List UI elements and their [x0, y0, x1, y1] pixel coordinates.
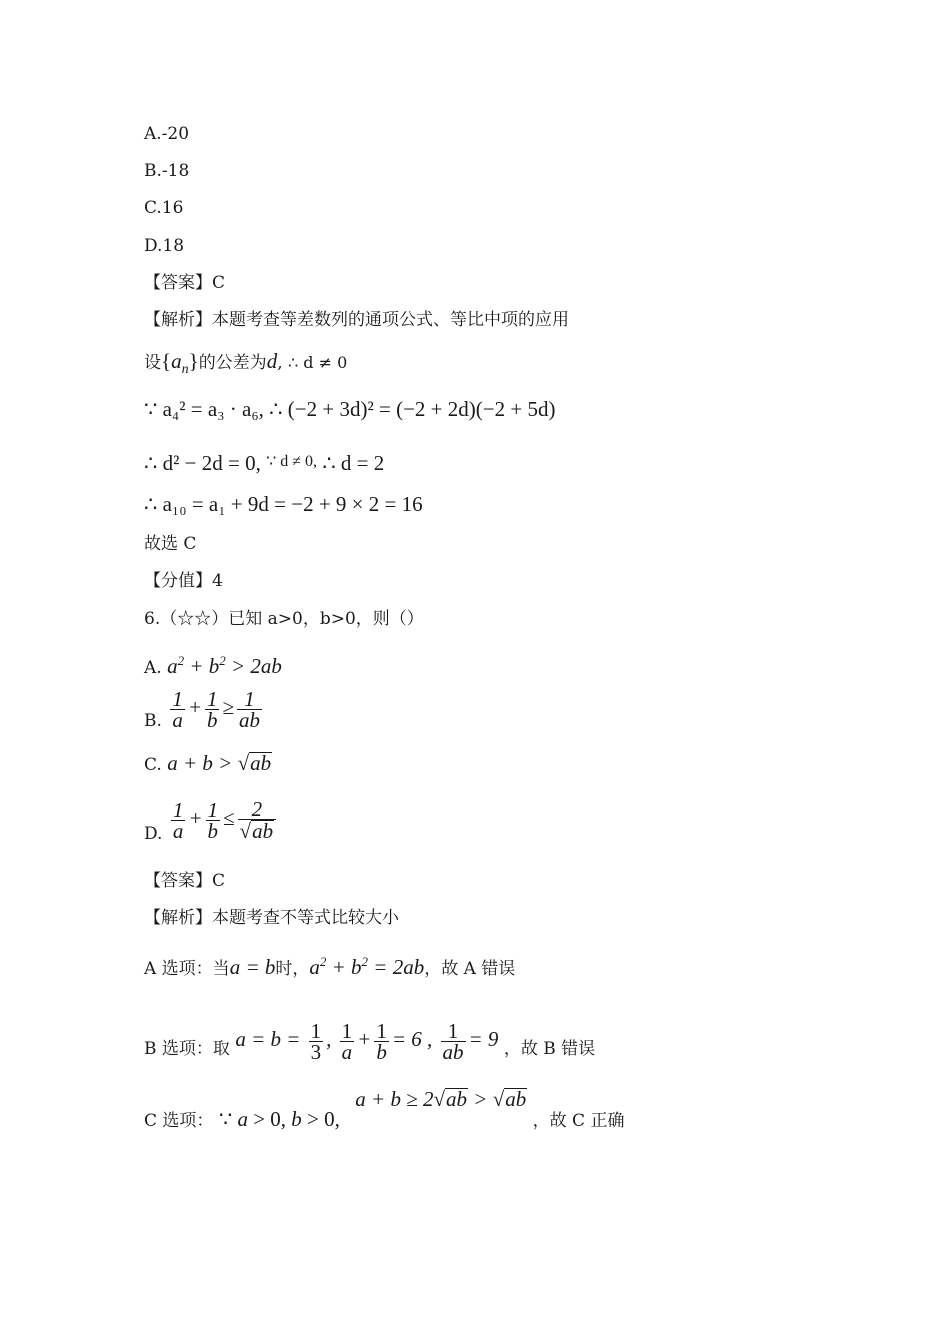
q6-analysis-heading: 【解析】本题考查不等式比较大小 [144, 908, 399, 928]
q5-option-c: C.16 [144, 198, 184, 218]
sol3-part-c: ∴ d = 2 [322, 451, 385, 475]
q6-option-c-label: C. [144, 755, 162, 775]
q6-option-b-formula: $\frac{1}{a}$ + $\frac{1}{b}$ ≥ $\frac{1}{ab}$ [172, 686, 261, 732]
q5-option-d: D.18 [144, 236, 185, 256]
line-a-post: ，故 A 错误 [424, 959, 516, 979]
q5-score: 【分值】4 [144, 571, 223, 591]
line-c-pre: C 选项： [144, 1111, 214, 1131]
q6-option-d-label: D. [144, 824, 163, 844]
sequence-brace-expr: $\{a_n\}$ [161, 349, 199, 378]
sol3-part-b: ∵ d ≠ 0, [266, 453, 318, 470]
sol2-equation: ∴ (−2 + 3d)² = (−2 + 2d)(−2 + 5d) [269, 397, 556, 421]
q6-answer: 【答案】C [144, 871, 226, 891]
q6-option-d [144, 795, 279, 857]
q5-analysis-heading: 【解析】本题考查等差数列的通项公式、等比中项的应用 [144, 310, 569, 330]
line-a-mid: 时， [275, 959, 310, 979]
q5-solution-line-1: 设$\{a_n\}$的公差为d, ∴ d ≠ 0 [144, 349, 348, 378]
q6-option-a-formula: $a^2 + b^2 > 2ab$ [167, 653, 282, 678]
var-d: d [266, 349, 278, 373]
sol1-text: 设 [144, 353, 161, 373]
q6-stem: 6.（☆☆）已知 a>0，b>0，则（） [144, 609, 424, 629]
q6-option-c [144, 752, 272, 776]
q5-solution-line-4: ∴ a₁₀ = a₁ + 9d = −2 + 9 × 2 = 16 [144, 492, 423, 516]
q6-option-c-formula: a + b > √ab [167, 751, 272, 775]
sol1-text2: 的公差为 [198, 353, 267, 373]
q6-line-b: B 选项：取 a = b = $\frac{1}{3}$ , $\frac{1}{a}$ + $\frac{1}{b}$ = 6 , $\frac{1}{ab}$ = 9 ，故 B 错误 [144, 1018, 596, 1064]
line-c-post: ，故 C 正确 [532, 1111, 625, 1131]
q6-option-b-label: B. [144, 711, 162, 731]
line-a-pre: A 选项：当 [144, 959, 230, 979]
q6-option-d-formula: $\frac{1}{a}$ + $\frac{1}{b}$ ≤ $\frac{2}{√ab}$ [168, 806, 279, 830]
q6-option-a-label: A. [144, 658, 162, 678]
q5-option-b: B.-18 [144, 161, 190, 181]
q6-line-c: C 选项： ∵ a > 0, b > 0, a + b ≥ 2√ab > √ab ，故 C 正确 [144, 1087, 625, 1131]
q5-option-a: A.-20 [144, 124, 190, 144]
q6-option-a [144, 650, 282, 679]
line-b-pre: B 选项：取 [144, 1039, 230, 1059]
q5-solution-line-2 [144, 398, 555, 420]
q5-choose: 故选 C [144, 534, 197, 554]
q5-answer: 【答案】C [144, 273, 226, 293]
q6-line-a: A 选项：当a = b时，$a^2 + b^2 = 2ab$，故 A 错误 [144, 954, 516, 979]
q5-solution-line-3 [144, 451, 384, 474]
sol2-condition: ∵ a₄² = a₃ · a₆, [144, 397, 264, 421]
sol3-part-a: ∴ d² − 2d = 0, [144, 451, 261, 475]
sol1-condition: ∴ d ≠ 0 [288, 353, 348, 372]
q6-option-b [144, 686, 265, 742]
line-b-post: ，故 B 错误 [503, 1039, 596, 1059]
